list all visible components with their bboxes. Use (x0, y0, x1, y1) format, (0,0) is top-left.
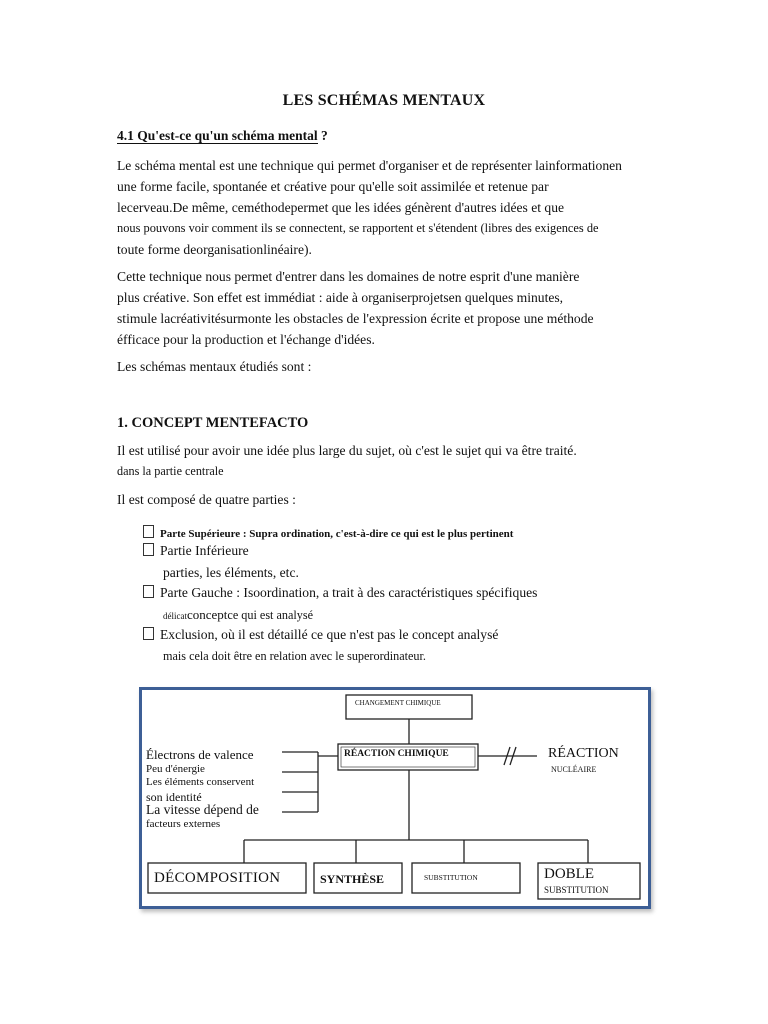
section-1-line-1: Il est utilisé pour avoir une idée plus large du sujet, où c'est le sujet qui va être traité. (117, 443, 577, 458)
paragraph-2-line-3: stimule lacréativitésurmonte les obstacles de l'expression écrite et propose une méthode (117, 311, 594, 326)
section-1-line-2: dans la partie centrale (117, 464, 224, 478)
section-4-1-heading-suffix: ? (317, 128, 328, 143)
bullet-item-3-sub-mid: concept (187, 607, 228, 622)
page-title: LES SCHÉMAS MENTAUX (282, 92, 486, 109)
section-1-heading: 1. CONCEPT MENTEFACTO (117, 415, 309, 431)
paragraph-1-line-3: lecerveau.De même, ceméthodepermet que les idées génèrent d'autres idées et que (117, 200, 565, 215)
paragraph-1 (117, 155, 652, 260)
left-item-6: facteurs externes (146, 818, 221, 830)
bullet-item-3-sub-small: délicat (163, 611, 187, 621)
left-item-4: son identité (146, 790, 202, 804)
bullet-item-2-sub: parties, les éléments, etc. (163, 565, 299, 580)
section-4-1-heading (117, 128, 328, 144)
top-box-label: CHANGEMENT CHIMIQUE (355, 699, 441, 707)
paragraph-2-line-2: plus créative. Son effet est immédiat : aide à organiserprojetsen quelques minutes, (117, 290, 564, 305)
bullet-box-icon (143, 627, 154, 640)
bottom-box-1-label: DÉCOMPOSITION (154, 870, 281, 886)
bullet-item-2-text: Partie Inférieure (160, 543, 249, 558)
paragraph-3: Les schémas mentaux étudiés sont : (117, 359, 312, 374)
right-exclusion-sub: NUCLÉAIRE (551, 765, 597, 774)
paragraph-2-line-4: éfficace pour la production et l'échange d'idées. (117, 332, 375, 347)
bottom-box-3-label: SUBSTITUTION (424, 873, 478, 882)
bullet-item-4-text: Exclusion, où il est détaillé ce que n'est pas le concept analysé (160, 627, 499, 642)
paragraph-2-line-1: Cette technique nous permet d'entrer dans les domaines de notre esprit d'une manière (117, 269, 580, 284)
bullet-item-3-text: Parte Gauche : Isoordination, a trait à des caractéristiques spécifiques (160, 585, 538, 600)
mentefacto-diagram (139, 687, 651, 909)
left-item-2: Peu d'énergie (146, 763, 205, 775)
paragraph-1-line-4: nous pouvons voir comment ils se connectent, se rapportent et s'étendent (libres des exigences de (117, 221, 599, 235)
bullet-item-4 (143, 627, 498, 643)
paragraph-1-line-1: Le schéma mental est une technique qui permet d'organiser et de représenter lainformationen (117, 158, 622, 173)
bullet-box-icon (143, 525, 154, 538)
center-box-label: RÉACTION CHIMIQUE (344, 749, 449, 759)
left-item-3: Les éléments conservent (146, 776, 255, 788)
bullet-item-3 (143, 585, 537, 601)
bullet-item-3-sub (163, 607, 313, 623)
bullet-item-2 (143, 543, 249, 559)
bullet-item-3-sub-rest: ce qui est analysé (227, 608, 314, 622)
paragraph-1-line-2: une forme facile, spontanée et créative pour qu'elle soit assimilée et retenue par (117, 179, 549, 194)
bottom-box-4-label-line-2: SUBSTITUTION (544, 885, 609, 895)
section-1-line-3: Il est composé de quatre parties : (117, 492, 296, 507)
section-4-1-heading-text: 4.1 Qu'est-ce qu'un schéma mental (117, 128, 318, 143)
bullet-box-icon (143, 585, 154, 598)
bottom-box-4-label-line-1: DOBLE (544, 866, 594, 882)
right-exclusion-title: RÉACTION (548, 746, 619, 761)
bottom-box-2-label: SYNTHÈSE (320, 872, 385, 886)
paragraph-1-line-5: toute forme deorganisationlinéaire). (117, 242, 312, 257)
left-item-1: Électrons de valence (146, 747, 254, 762)
left-item-5: La vitesse dépend de (146, 802, 259, 817)
bullet-box-icon (143, 543, 154, 556)
paragraph-2 (117, 266, 652, 350)
bullet-item-4-sub: mais cela doit être en relation avec le superordinateur. (163, 649, 426, 663)
bullet-item-1 (143, 525, 513, 540)
bullet-item-1-text: Parte Supérieure : Supra ordination, c'est-à-dire ce qui est le plus pertinent (160, 528, 514, 540)
